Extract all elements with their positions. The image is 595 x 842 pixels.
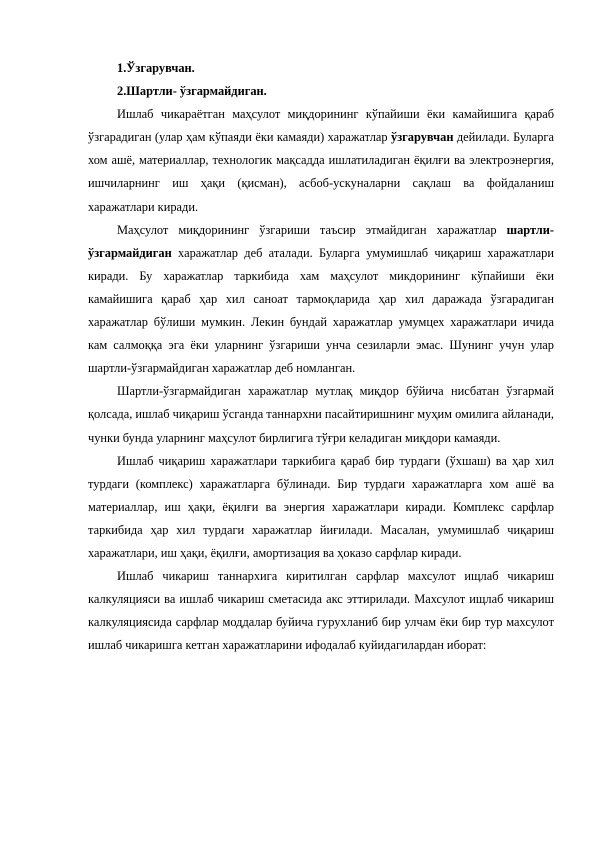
bold-term: ўзгарувчан (391, 130, 454, 145)
paragraph-fixed-definition (88, 219, 554, 381)
paragraph-text: дейилади. Буларга хом ашё, материаллар, технологик мақсадда ишлатиладиган ёқилғи ва электроэнергия, ишчиларнинг иш ҳақи (қисман), асбоб-ускуналарни сақлаш ва фойдаланиш харажатлари киради. (88, 130, 554, 214)
document-page (88, 57, 554, 657)
paragraph-variable-definition (88, 103, 554, 218)
paragraph-text: Ишлаб чикариш таннархига киритилган сарфлар махсулот ищлаб чикариш калкуляцияси ва ишлаб чикариш сметасида акс эттирилади. Махсулот ищлаб чикариш калкуляциясида сарфлар моддалар буйича гурухланиб бир улчам ёки бир тур махсулот ишлаб чикаришга кетган харажатларини ифодалаб куйидагилардан иборат: (88, 569, 554, 653)
paragraph-cost-composition (88, 450, 554, 565)
bold-term: шартли- ўзгармайдиган (88, 222, 554, 260)
paragraph-text: Маҳсулот миқдорининг ўзгариши таъсир этмайдиган харажатлар (117, 222, 507, 237)
heading-variable-costs: 1.Ўзгарувчан. (117, 61, 195, 75)
paragraph-text: Ишлаб чикараётган маҳсулот миқдорининг кўпайиши ёки камайишига қараб ўзгарадиган (улар ҳам кўпаяди ёки камаяди) харажатлар (88, 107, 554, 145)
paragraph-costing (88, 565, 554, 657)
paragraph-text: Ишлаб чиқариш харажатлари таркибига қараб бир турдаги (ўхшаш) ва ҳар хил турдаги (комплекс) харажатларга бўлинади. Бир турдаги харажатларга хом ашё ва материаллар, иш ҳақи, ёқилғи ва энергия харажатлари киради. Комплекс сарфлар таркибида ҳар хил турдаги харажатлар йиғилади. Масалан, умумишлаб чиқариш харажатлари, иш ҳақи, ёқилғи, амортизация ва ҳоказо сарфлар киради. (88, 453, 554, 560)
heading-conditionally-fixed-costs: 2.Шартли- ўзгармайдиган. (117, 84, 267, 99)
paragraph-fixed-cost-effect (88, 380, 554, 449)
paragraph-text: харажатлар деб аталади. Буларга умумишлаб чиқариш харажатлари киради. Бу харажатлар таркибида хам маҳсулот микдорининг кўпайиши ёки камайишига қараб ҳар хил саноат тармоқларида ҳар хил даражада ўзгарадиган харажатлар бўлиши мумкин. Лекин бундай харажатлар умумцех харажатлари ичида кам салмоққа эга ёки уларнинг ўзгариши унча сезиларли эмас. Шунинг учун улар шартли-ўзгармайдиган харажатлар деб номланган. (88, 245, 554, 376)
paragraph-text: Шартли-ўзгармайдиган харажатлар мутлақ миқдор бўйича нисбатан ўзгармай қолсада, ишлаб чиқариш ўсганда таннархни пасайтиришнинг муҳим омилига айланади, чунки бунда уларнинг маҳсулот бирлигига тўғри келадиган миқдори камаяди. (88, 384, 554, 445)
